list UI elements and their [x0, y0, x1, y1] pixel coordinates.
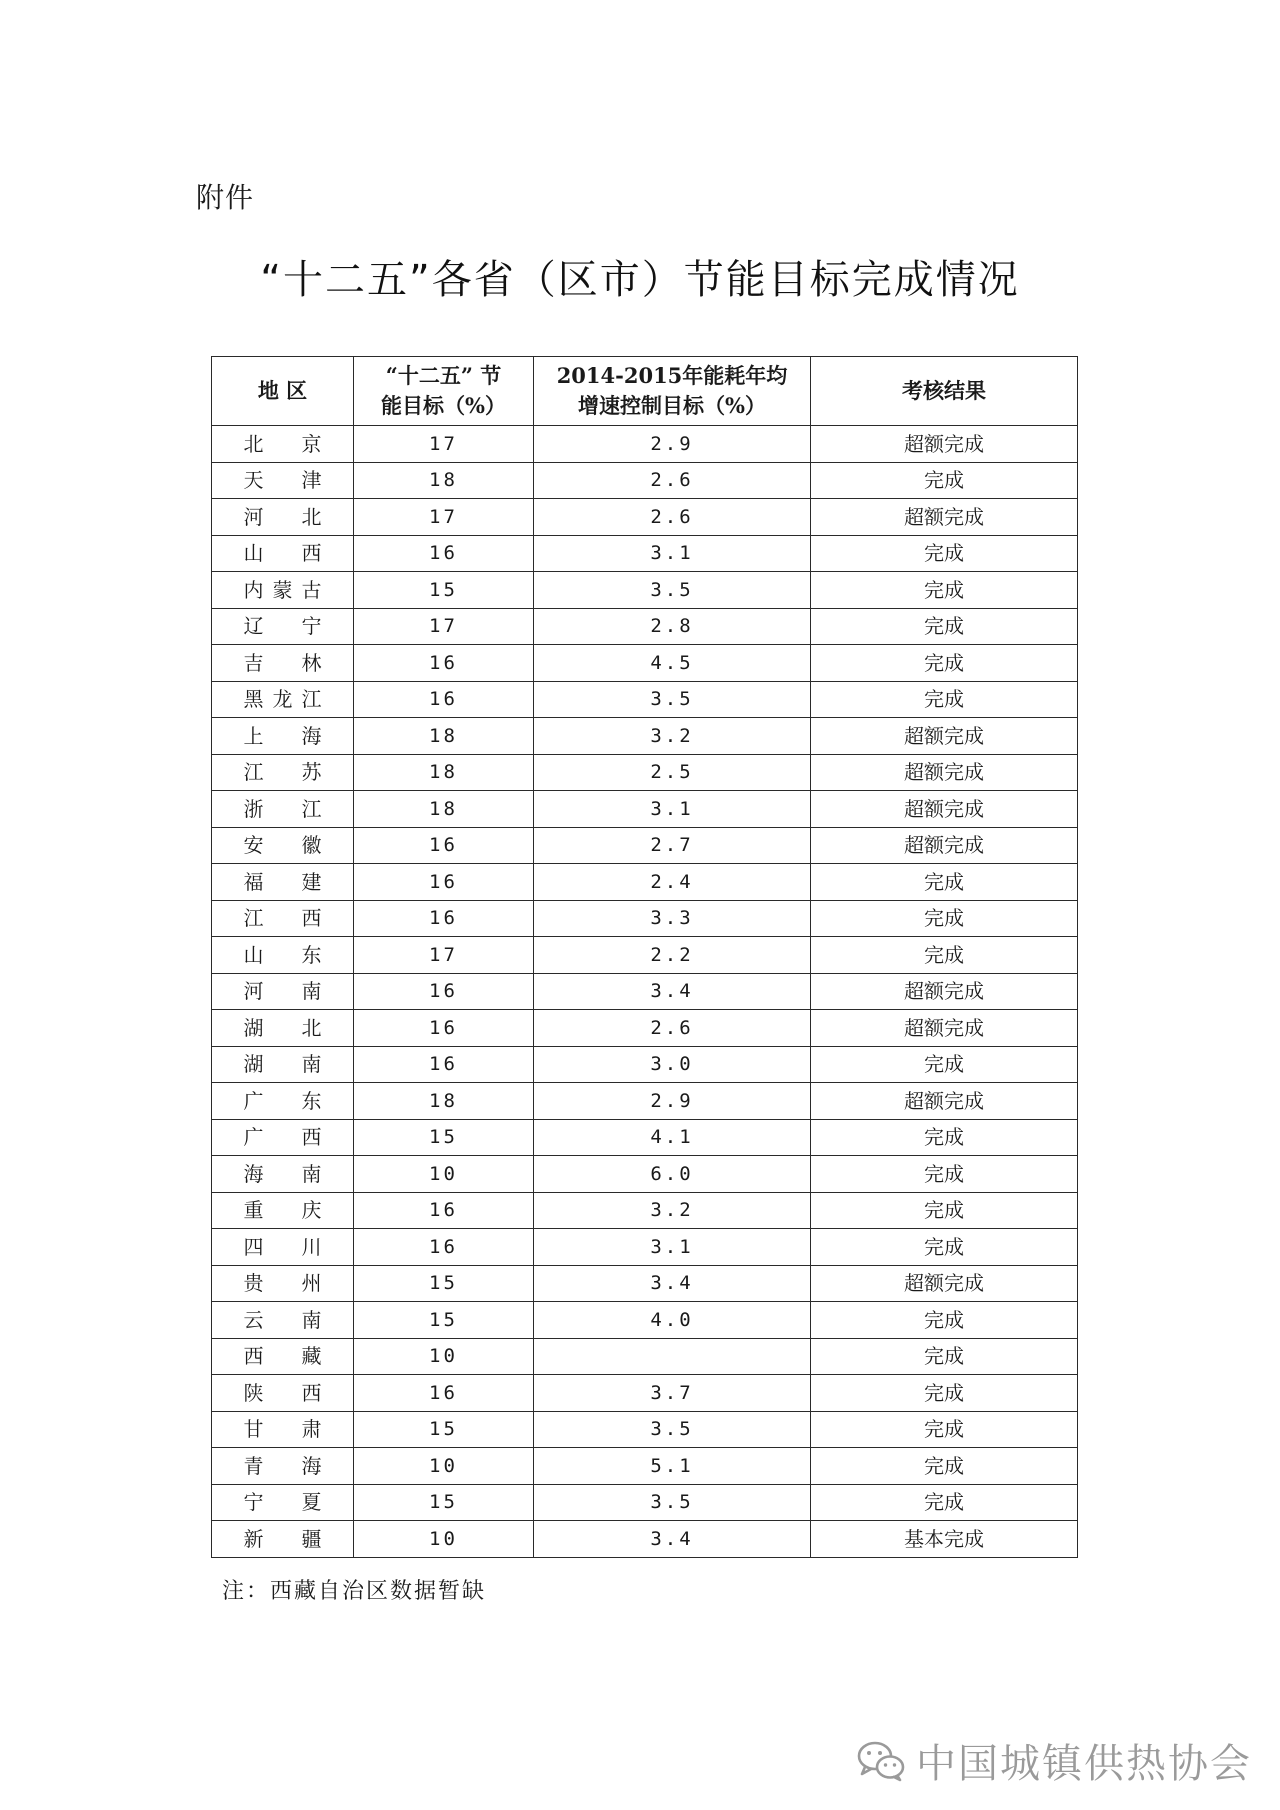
- cell-target: 16: [354, 900, 534, 937]
- table-row: [212, 937, 1078, 974]
- cell-growth: 2.7: [534, 827, 811, 864]
- table-row: [212, 718, 1078, 755]
- cell-region: [212, 1521, 354, 1558]
- cell-growth: 2.6: [534, 499, 811, 536]
- region-char: 江: [243, 760, 264, 785]
- region-char: 肃: [301, 1417, 322, 1442]
- region-char: 西: [243, 1344, 264, 1369]
- header-result: 考核结果: [811, 357, 1078, 426]
- region-name: [243, 1307, 322, 1332]
- cell-growth: 3.4: [534, 1265, 811, 1302]
- cell-target: 16: [354, 973, 534, 1010]
- cell-target: 15: [354, 1484, 534, 1521]
- cell-region: [212, 572, 354, 609]
- cell-growth: [534, 1338, 811, 1375]
- cell-target: 17: [354, 608, 534, 645]
- table-row: [212, 754, 1078, 791]
- region-name: [243, 1198, 322, 1223]
- cell-target: 18: [354, 462, 534, 499]
- cell-result: 完成: [811, 681, 1078, 718]
- region-char: 宁: [301, 614, 322, 639]
- cell-target: 18: [354, 754, 534, 791]
- table-row: [212, 426, 1078, 463]
- region-char: 四: [243, 1234, 264, 1259]
- cell-target: 15: [354, 1411, 534, 1448]
- table-row: [212, 1375, 1078, 1412]
- cell-result: 完成: [811, 1338, 1078, 1375]
- cell-target: 18: [354, 791, 534, 828]
- header-target: “十二五” 节 能目标（%）: [354, 357, 534, 426]
- table-row: [212, 535, 1078, 572]
- region-name: [243, 796, 322, 821]
- cell-result: 完成: [811, 1192, 1078, 1229]
- cell-growth: 3.5: [534, 1484, 811, 1521]
- table-row: [212, 1192, 1078, 1229]
- region-name: [243, 1125, 322, 1150]
- cell-target: 18: [354, 718, 534, 755]
- cell-result: 完成: [811, 645, 1078, 682]
- cell-region: [212, 754, 354, 791]
- region-char: 南: [301, 979, 322, 1004]
- cell-region: [212, 1119, 354, 1156]
- region-char: 上: [243, 723, 264, 748]
- table-row: [212, 1010, 1078, 1047]
- region-char: 甘: [243, 1417, 264, 1442]
- cell-growth: 4.0: [534, 1302, 811, 1339]
- region-char: 新: [243, 1526, 264, 1551]
- cell-region: [212, 462, 354, 499]
- region-char: 山: [243, 942, 264, 967]
- region-name: [243, 431, 322, 456]
- region-name: [243, 833, 322, 858]
- cell-target: 16: [354, 827, 534, 864]
- table-row: [212, 1521, 1078, 1558]
- cell-result: 超额完成: [811, 499, 1078, 536]
- cell-region: [212, 1083, 354, 1120]
- cell-growth: 5.1: [534, 1448, 811, 1485]
- region-char: 东: [301, 942, 322, 967]
- table-row: [212, 645, 1078, 682]
- table-row: [212, 462, 1078, 499]
- region-name: [243, 504, 322, 529]
- region-char: 安: [243, 833, 264, 858]
- cell-result: 完成: [811, 1119, 1078, 1156]
- cell-target: 16: [354, 1375, 534, 1412]
- region-char: 庆: [301, 1198, 322, 1223]
- table-row: [212, 1083, 1078, 1120]
- table-row: [212, 499, 1078, 536]
- table-row: [212, 1411, 1078, 1448]
- cell-result: 完成: [811, 1375, 1078, 1412]
- region-char: 吉: [243, 650, 264, 675]
- region-char: 南: [301, 1161, 322, 1186]
- cell-result: 基本完成: [811, 1521, 1078, 1558]
- cell-target: 10: [354, 1338, 534, 1375]
- cell-target: 16: [354, 864, 534, 901]
- cell-region: [212, 426, 354, 463]
- cell-region: [212, 499, 354, 536]
- cell-region: [212, 1046, 354, 1083]
- table-row: [212, 900, 1078, 937]
- cell-region: [212, 1302, 354, 1339]
- cell-region: [212, 608, 354, 645]
- region-char: 河: [243, 504, 264, 529]
- cell-region: [212, 1010, 354, 1047]
- cell-growth: 4.5: [534, 645, 811, 682]
- region-char: 南: [301, 1052, 322, 1077]
- region-char: 河: [243, 979, 264, 1004]
- cell-target: 10: [354, 1156, 534, 1193]
- cell-result: 完成: [811, 1484, 1078, 1521]
- cell-result: 完成: [811, 900, 1078, 937]
- cell-growth: 2.8: [534, 608, 811, 645]
- region-char: 林: [301, 650, 322, 675]
- table-row: [212, 864, 1078, 901]
- cell-target: 17: [354, 426, 534, 463]
- region-char: 江: [301, 796, 322, 821]
- region-char: 藏: [301, 1344, 322, 1369]
- region-char: 湖: [243, 1052, 264, 1077]
- cell-growth: 3.1: [534, 791, 811, 828]
- cell-target: 15: [354, 572, 534, 609]
- cell-result: 超额完成: [811, 791, 1078, 828]
- table-row: [212, 791, 1078, 828]
- table-header-row: [212, 357, 1078, 426]
- cell-region: [212, 1265, 354, 1302]
- cell-target: 16: [354, 535, 534, 572]
- region-char: 湖: [243, 1015, 264, 1040]
- region-name: [243, 1526, 322, 1551]
- cell-result: 完成: [811, 572, 1078, 609]
- cell-growth: 3.1: [534, 535, 811, 572]
- cell-growth: 3.3: [534, 900, 811, 937]
- cell-result: 超额完成: [811, 973, 1078, 1010]
- cell-region: [212, 1448, 354, 1485]
- region-char: 苏: [301, 760, 322, 785]
- cell-target: 15: [354, 1265, 534, 1302]
- cell-result: 完成: [811, 535, 1078, 572]
- table-row: [212, 1156, 1078, 1193]
- region-char: 西: [301, 906, 322, 931]
- region-name: [243, 614, 322, 639]
- energy-target-table: [211, 356, 1078, 1558]
- region-name: [243, 468, 322, 493]
- region-char: 东: [301, 1088, 322, 1113]
- table-row: [212, 1338, 1078, 1375]
- cell-growth: 3.2: [534, 1192, 811, 1229]
- cell-region: [212, 535, 354, 572]
- region-char: 川: [301, 1234, 322, 1259]
- cell-result: 完成: [811, 864, 1078, 901]
- attachment-label: 附件: [196, 181, 255, 214]
- region-char: 重: [243, 1198, 264, 1223]
- region-name: [243, 1161, 322, 1186]
- region-char: 龙: [272, 687, 293, 712]
- region-name: [243, 650, 322, 675]
- cell-growth: 3.4: [534, 973, 811, 1010]
- cell-result: 完成: [811, 1302, 1078, 1339]
- table-row: [212, 608, 1078, 645]
- cell-growth: 2.9: [534, 426, 811, 463]
- region-char: 夏: [301, 1490, 322, 1515]
- region-char: 广: [243, 1088, 264, 1113]
- cell-region: [212, 645, 354, 682]
- table-row: [212, 1302, 1078, 1339]
- region-name: [243, 1380, 322, 1405]
- cell-growth: 2.6: [534, 1010, 811, 1047]
- cell-target: 16: [354, 1046, 534, 1083]
- cell-region: [212, 1375, 354, 1412]
- region-char: 浙: [243, 796, 264, 821]
- cell-region: [212, 1411, 354, 1448]
- region-name: [243, 687, 322, 712]
- cell-growth: 3.5: [534, 572, 811, 609]
- cell-region: [212, 900, 354, 937]
- cell-result: 完成: [811, 937, 1078, 974]
- cell-target: 16: [354, 1192, 534, 1229]
- region-name: [243, 541, 322, 566]
- cell-result: 完成: [811, 608, 1078, 645]
- table-row: [212, 1229, 1078, 1266]
- cell-growth: 3.5: [534, 681, 811, 718]
- region-char: 福: [243, 869, 264, 894]
- cell-growth: 4.1: [534, 1119, 811, 1156]
- table-row: [212, 973, 1078, 1010]
- watermark-text: 中国城镇供热协会: [916, 1741, 1252, 1787]
- cell-result: 完成: [811, 1156, 1078, 1193]
- cell-result: 超额完成: [811, 1083, 1078, 1120]
- region-char: 北: [301, 1015, 322, 1040]
- region-char: 广: [243, 1125, 264, 1150]
- region-char: 西: [301, 1380, 322, 1405]
- region-char: 江: [301, 687, 322, 712]
- cell-result: 完成: [811, 462, 1078, 499]
- region-char: 津: [301, 468, 322, 493]
- cell-region: [212, 827, 354, 864]
- region-char: 古: [301, 577, 322, 602]
- region-name: [243, 906, 322, 931]
- cell-region: [212, 681, 354, 718]
- region-name: [243, 1271, 322, 1296]
- table-row: [212, 681, 1078, 718]
- cell-growth: 3.0: [534, 1046, 811, 1083]
- cell-target: 15: [354, 1119, 534, 1156]
- region-char: 州: [301, 1271, 322, 1296]
- region-name: [243, 979, 322, 1004]
- cell-growth: 2.4: [534, 864, 811, 901]
- cell-target: 16: [354, 645, 534, 682]
- region-name: [243, 1453, 322, 1478]
- cell-growth: 2.9: [534, 1083, 811, 1120]
- region-name: [243, 1015, 322, 1040]
- region-char: 陕: [243, 1380, 264, 1405]
- cell-growth: 2.2: [534, 937, 811, 974]
- cell-result: 完成: [811, 1448, 1078, 1485]
- watermark: [856, 1732, 1252, 1789]
- region-char: 徽: [301, 833, 322, 858]
- table-row: [212, 1448, 1078, 1485]
- document-title: “十二五”各省（区市）节能目标完成情况: [260, 257, 1020, 303]
- region-char: 南: [301, 1307, 322, 1332]
- cell-growth: 2.5: [534, 754, 811, 791]
- cell-growth: 3.2: [534, 718, 811, 755]
- region-name: [243, 1234, 322, 1259]
- cell-growth: 3.4: [534, 1521, 811, 1558]
- region-char: 宁: [243, 1490, 264, 1515]
- cell-result: 超额完成: [811, 754, 1078, 791]
- region-char: 海: [301, 723, 322, 748]
- table-row: [212, 572, 1078, 609]
- cell-region: [212, 864, 354, 901]
- table-row: [212, 1119, 1078, 1156]
- region-char: 西: [301, 1125, 322, 1150]
- region-char: 云: [243, 1307, 264, 1332]
- header-growth: 2014-2015年能耗年均 增速控制目标（%）: [534, 357, 811, 426]
- region-name: [243, 760, 322, 785]
- region-char: 西: [301, 541, 322, 566]
- cell-growth: 3.5: [534, 1411, 811, 1448]
- cell-target: 15: [354, 1302, 534, 1339]
- cell-result: 超额完成: [811, 827, 1078, 864]
- cell-region: [212, 718, 354, 755]
- cell-region: [212, 1156, 354, 1193]
- region-char: 贵: [243, 1271, 264, 1296]
- cell-region: [212, 973, 354, 1010]
- wechat-icon: [856, 1740, 906, 1782]
- cell-target: 10: [354, 1521, 534, 1558]
- region-char: 山: [243, 541, 264, 566]
- cell-target: 18: [354, 1083, 534, 1120]
- region-char: 辽: [243, 614, 264, 639]
- region-name: [243, 1052, 322, 1077]
- cell-target: 16: [354, 1229, 534, 1266]
- cell-result: 超额完成: [811, 718, 1078, 755]
- region-name: [243, 577, 322, 602]
- region-char: 海: [301, 1453, 322, 1478]
- cell-growth: 6.0: [534, 1156, 811, 1193]
- region-name: [243, 869, 322, 894]
- region-name: [243, 1088, 322, 1113]
- cell-region: [212, 1192, 354, 1229]
- cell-region: [212, 1229, 354, 1266]
- cell-result: 完成: [811, 1046, 1078, 1083]
- table-row: [212, 1046, 1078, 1083]
- table-row: [212, 827, 1078, 864]
- cell-region: [212, 1484, 354, 1521]
- cell-result: 超额完成: [811, 426, 1078, 463]
- region-char: 疆: [301, 1526, 322, 1551]
- table-body: [212, 426, 1078, 1558]
- region-char: 黑: [243, 687, 264, 712]
- region-name: [243, 1490, 322, 1515]
- region-char: 海: [243, 1161, 264, 1186]
- region-char: 内: [243, 577, 264, 602]
- cell-growth: 3.7: [534, 1375, 811, 1412]
- region-char: 建: [301, 869, 322, 894]
- cell-region: [212, 791, 354, 828]
- footnote: 注：西藏自治区数据暂缺: [222, 1579, 487, 1604]
- region-char: 天: [243, 468, 264, 493]
- cell-target: 16: [354, 1010, 534, 1047]
- cell-growth: 3.1: [534, 1229, 811, 1266]
- table-row: [212, 1484, 1078, 1521]
- table-row: [212, 1265, 1078, 1302]
- region-char: 北: [301, 504, 322, 529]
- region-char: 蒙: [272, 577, 293, 602]
- cell-result: 超额完成: [811, 1265, 1078, 1302]
- region-name: [243, 1344, 322, 1369]
- cell-target: 10: [354, 1448, 534, 1485]
- cell-result: 完成: [811, 1229, 1078, 1266]
- cell-target: 16: [354, 681, 534, 718]
- region-name: [243, 1417, 322, 1442]
- cell-target: 17: [354, 937, 534, 974]
- region-char: 北: [243, 431, 264, 456]
- region-name: [243, 723, 322, 748]
- cell-region: [212, 937, 354, 974]
- region-name: [243, 942, 322, 967]
- region-char: 江: [243, 906, 264, 931]
- region-char: 青: [243, 1453, 264, 1478]
- cell-growth: 2.6: [534, 462, 811, 499]
- region-char: 京: [301, 431, 322, 456]
- header-region: 地 区: [212, 357, 354, 426]
- cell-result: 超额完成: [811, 1010, 1078, 1047]
- cell-region: [212, 1338, 354, 1375]
- cell-target: 17: [354, 499, 534, 536]
- cell-result: 完成: [811, 1411, 1078, 1448]
